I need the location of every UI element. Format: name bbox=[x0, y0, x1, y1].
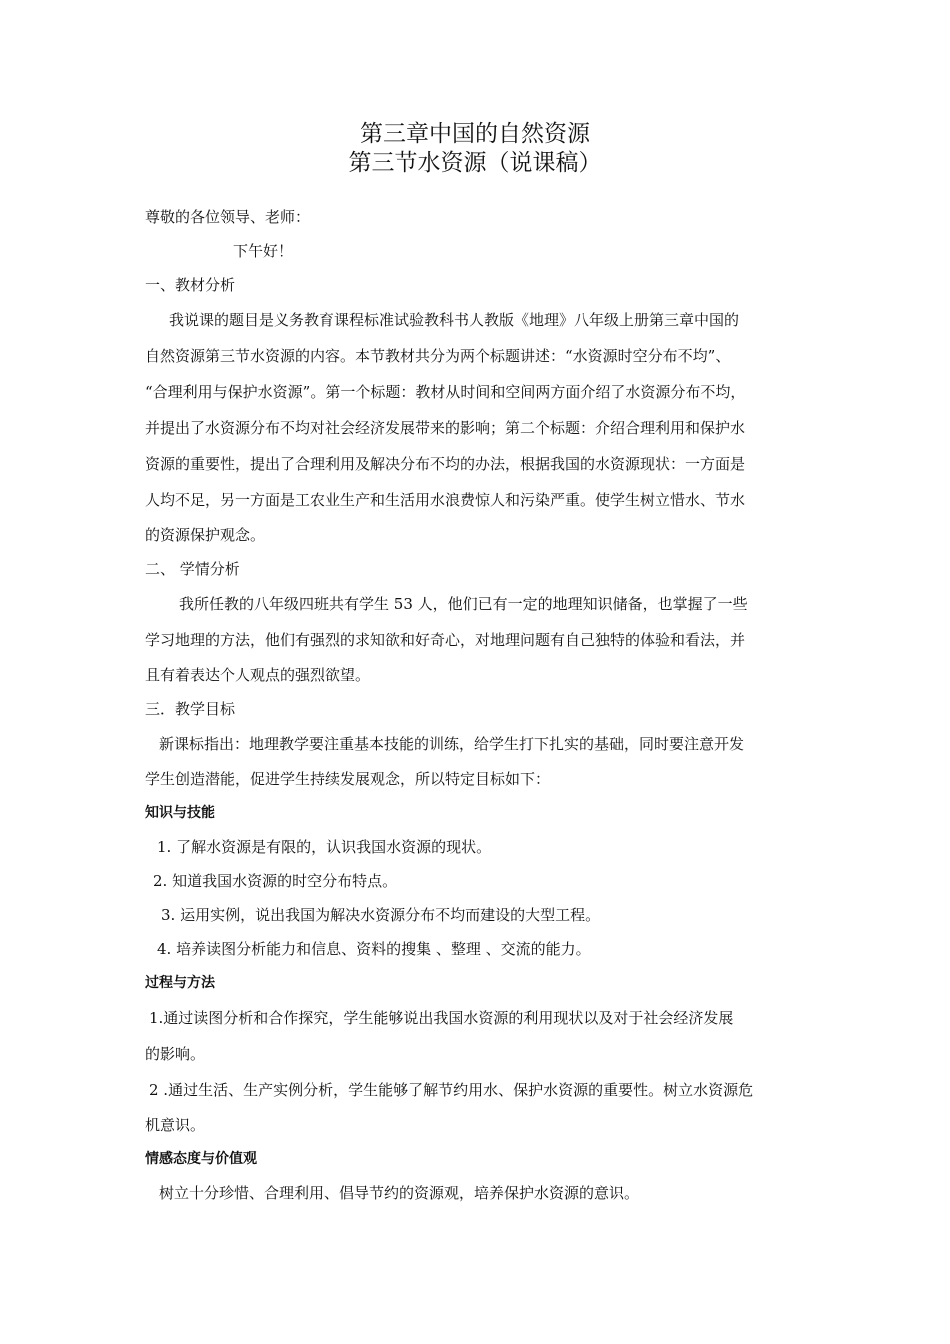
section-heading-student-analysis: 二、 学情分析 bbox=[145, 560, 240, 578]
paragraph-attitude-values: 树立十分珍惜、合理利用、倡导节约的资源观，培养保护水资源的意识。 bbox=[159, 1184, 640, 1202]
paragraph-line: 的影响。 bbox=[145, 1045, 206, 1063]
paragraph-line: 学生创造潜能，促进学生持续发展观念，所以特定目标如下： bbox=[145, 770, 551, 788]
paragraph-line: 学习地理的方法，他们有强烈的求知欲和好奇心，对地理问题有自己独特的体验和看法，并 bbox=[145, 631, 746, 649]
subheading-knowledge-skills: 知识与技能 bbox=[145, 805, 215, 821]
subheading-attitude-values: 情感态度与价值观 bbox=[145, 1151, 257, 1167]
paragraph-line: 我说课的题目是义务教育课程标准试验教科书人教版《地理》八年级上册第三章中国的 bbox=[169, 311, 740, 329]
list-item: 4. 培养读图分析能力和信息、资料的搜集 、整理 、交流的能力。 bbox=[157, 940, 591, 958]
section-heading-textbook-analysis: 一、教材分析 bbox=[145, 276, 236, 294]
document-body bbox=[145, 200, 810, 1210]
salutation: 尊敬的各位领导、老师： bbox=[145, 208, 311, 226]
list-item: 3. 运用实例，说出我国为解决水资源分布不均而建设的大型工程。 bbox=[161, 906, 601, 924]
paragraph-line: 的资源保护观念。 bbox=[145, 526, 266, 544]
paragraph-teaching-goals bbox=[145, 726, 810, 796]
paragraph-line: 新课标指出：地理教学要注重基本技能的训练，给学生打下扎实的基础，同时要注意开发 bbox=[159, 735, 745, 753]
subheading-process-method: 过程与方法 bbox=[145, 975, 215, 991]
paragraph-line: 资源的重要性，提出了合理利用及解决分布不均的办法，根据我国的水资源现状：一方面是 bbox=[145, 455, 746, 473]
list-item: 1. 了解水资源是有限的，认识我国水资源的现状。 bbox=[157, 838, 492, 856]
section-title: 第三节水资源（说课稿） bbox=[348, 150, 602, 176]
paragraph-line: 并提出了水资源分布不均对社会经济发展带来的影响；第二个标题：介绍合理利用和保护水 bbox=[145, 419, 746, 437]
paragraph-line: 机意识。 bbox=[145, 1116, 206, 1134]
chapter-title: 第三章中国的自然资源 bbox=[360, 121, 590, 147]
greeting-hello: 下午好！ bbox=[233, 242, 294, 260]
list-knowledge-skills bbox=[145, 830, 810, 966]
paragraph-student-analysis bbox=[145, 586, 810, 692]
paragraph-textbook-analysis bbox=[145, 302, 810, 552]
title-block bbox=[0, 120, 950, 178]
paragraph-line: 且有着表达个人观点的强烈欲望。 bbox=[145, 666, 371, 684]
list-item: 2. 知道我国水资源的时空分布特点。 bbox=[153, 872, 398, 890]
paragraph-line: 我所任教的八年级四班共有学生 53 人，他们已有一定的地理知识储备，也掌握了一些 bbox=[179, 595, 748, 613]
paragraph-line: 自然资源第三节水资源的内容。本节教材共分为两个标题讲述：“水资源时空分布不均”、 bbox=[145, 347, 731, 365]
paragraph-line: 人均不足，另一方面是工农业生产和生活用水浪费惊人和污染严重。使学生树立惜水、节水 bbox=[145, 491, 746, 509]
section-heading-teaching-goals: 三．教学目标 bbox=[145, 700, 236, 718]
paragraph-line: 1.通过读图分析和合作探究，学生能够说出我国水资源的利用现状以及对于社会经济发展 bbox=[149, 1009, 734, 1027]
paragraph-process-method bbox=[145, 1000, 810, 1142]
paragraph-line: 2 .通过生活、生产实例分析，学生能够了解节约用水、保护水资源的重要性。树立水资源危 bbox=[149, 1081, 754, 1099]
paragraph-line: “合理利用与保护水资源”。第一个标题：教材从时间和空间两方面介绍了水资源分布不均， bbox=[145, 383, 746, 401]
